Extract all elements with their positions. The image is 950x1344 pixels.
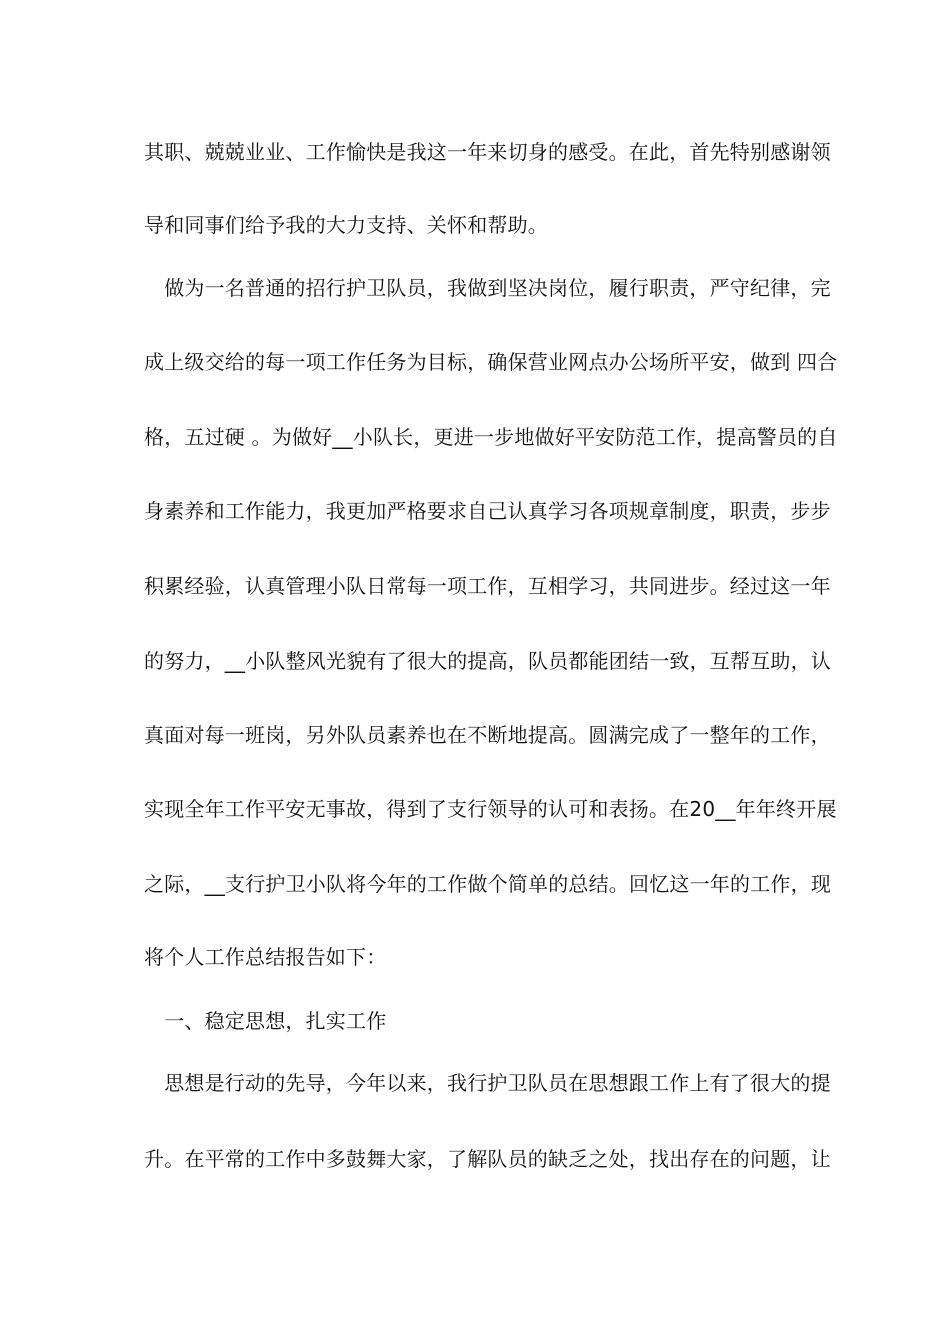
- text-line: 思想是行动的先导，今年以来，我行护卫队员在思想跟工作上有了很大的提: [144, 1071, 831, 1095]
- text-line: 做为一名普通的招行护卫队员，我做到坚决岗位，履行职责，严守纪律，完: [144, 276, 831, 300]
- text-line: 将个人工作总结报告如下：: [144, 945, 387, 969]
- text-line: 真面对每一班岗，另外队员素养也在不断地提高。圆满完成了一整年的工作，: [144, 723, 831, 747]
- text-line: 升。在平常的工作中多鼓舞大家，了解队员的缺乏之处，找出存在的问题，让: [144, 1147, 831, 1171]
- text-line: 实现全年工作平安无事故，得到了支行领导的认可和表扬。在20__年年终开展: [144, 797, 837, 821]
- text-line: 积累经验，认真管理小队日常每一项工作，互相学习，共同进步。经过这一年: [144, 574, 831, 598]
- section-heading: 一、稳定思想，扎实工作: [144, 1009, 387, 1033]
- text-line: 成上级交给的每一项工作任务为目标，确保营业网点办公场所平安，做到 四合: [144, 350, 838, 374]
- text-line: 之际，__支行护卫小队将今年的工作做个简单的总结。回忆这一年的工作，现: [144, 872, 831, 896]
- text-line: 导和同事们给予我的大力支持、关怀和帮助。: [144, 213, 548, 237]
- text-line: 的努力，__小队整风光貌有了很大的提高，队员都能团结一致，互帮互助，认: [144, 649, 831, 673]
- text-line: 格，五过硬 。为做好__小队长，更进一步地做好平安防范工作，提高警员的自: [144, 425, 838, 449]
- text-line: 其职、兢兢业业、工作愉快是我这一年来切身的感受。在此，首先特别感谢领: [144, 140, 831, 164]
- text-line: 身素养和工作能力，我更加严格要求自己认真学习各项规章制度，职责，步步: [144, 499, 831, 523]
